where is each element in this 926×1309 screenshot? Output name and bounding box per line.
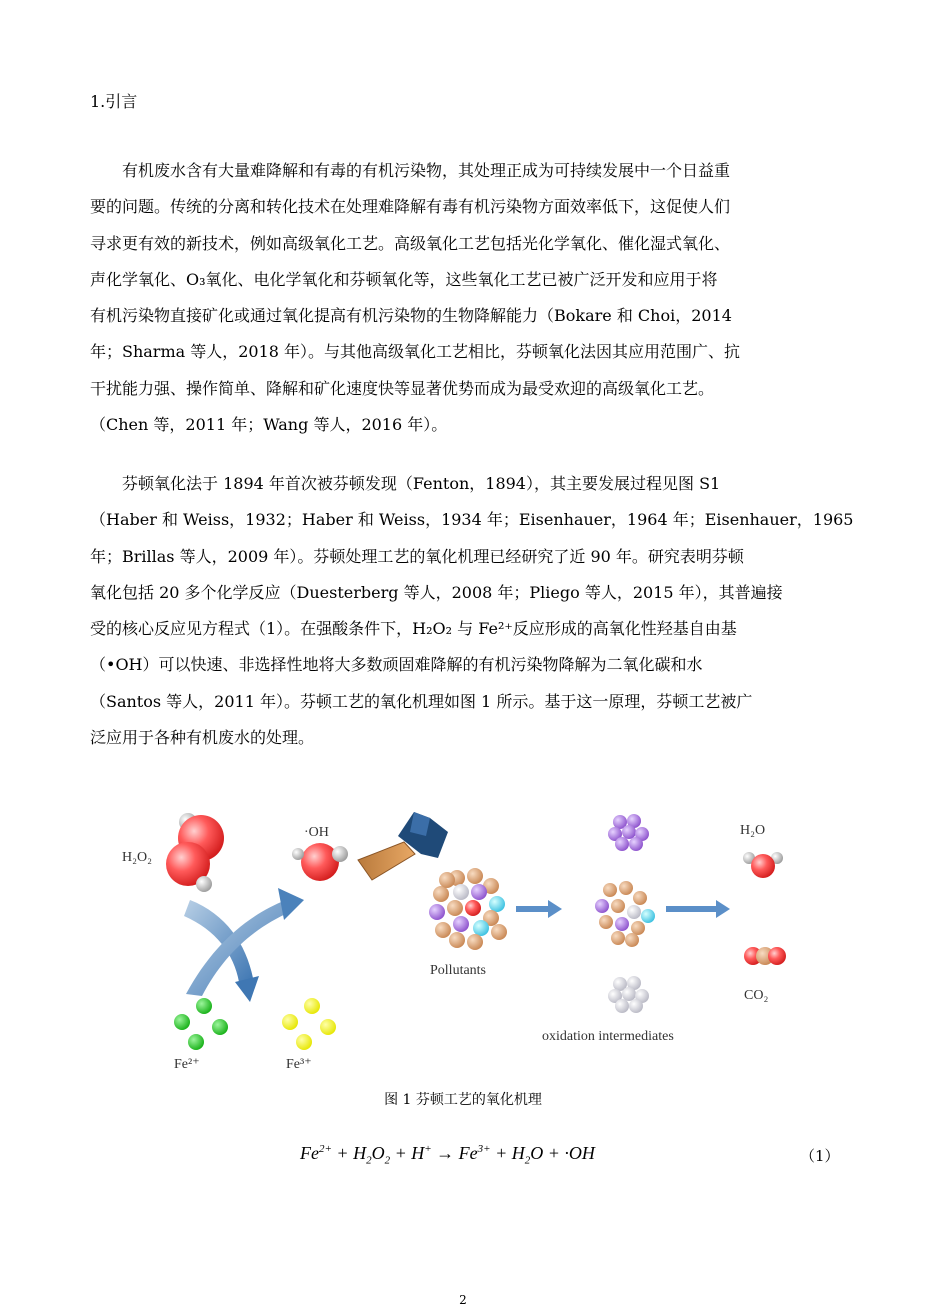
section-heading: 1.引言 — [90, 92, 138, 111]
atom — [471, 884, 487, 900]
text-line: 年；Brillas 等人，2009 年）。芬顿处理工艺的氧化机理已经研究了近 90 年。研究表明芬顿 — [90, 546, 744, 566]
atom — [467, 934, 483, 950]
text-line: （•OH）可以快速、非选择性地将大多数顽固难降解的有机污染物降解为二氧化碳和水 — [90, 655, 703, 675]
atom — [615, 999, 629, 1013]
atom — [611, 931, 625, 945]
h2o2-label: H₂O₂ — [122, 850, 152, 865]
atom — [633, 891, 647, 905]
atom — [467, 868, 483, 884]
paragraph-intro — [90, 153, 842, 443]
atom — [629, 837, 643, 851]
figure-caption: 图 1 芬顿工艺的氧化机理 — [384, 1092, 542, 1108]
atom — [453, 884, 469, 900]
process-arrow-icon — [666, 900, 730, 918]
process-arrow-icon — [516, 900, 562, 918]
equation-number: （1） — [800, 1147, 840, 1165]
atom — [435, 922, 451, 938]
atom — [641, 909, 655, 923]
atom — [429, 904, 445, 920]
water-molecule — [743, 852, 783, 878]
text-line: 寻求更有效的新技术，例如高级氧化工艺。高级氧化工艺包括光化学氧化、催化湿式氧化、 — [90, 233, 731, 253]
atom — [433, 886, 449, 902]
atom — [615, 917, 629, 931]
atom — [622, 825, 636, 839]
hydroxyl-label: ·OH — [304, 825, 329, 840]
carbon-dioxide-molecule — [744, 947, 786, 965]
text-line: （Santos 等人，2011 年）。芬顿工艺的氧化机理如图 1 所示。基于这一原理，芬顿工艺被广 — [90, 691, 753, 711]
atom — [489, 896, 505, 912]
atom — [629, 999, 643, 1013]
fe3-label: Fe³⁺ — [286, 1057, 312, 1072]
hammer-icon — [358, 812, 448, 880]
paragraph-fenton-history — [90, 466, 854, 756]
text-line: 芬顿氧化法于 1894 年首次被芬顿发现（Fenton，1894），其主要发展过程见图 S1 — [122, 474, 721, 493]
text-line: 年；Sharma 等人，2018 年）。与其他高级氧化工艺相比，芬顿氧化法因其应用范围广、抗 — [90, 342, 741, 362]
atom — [622, 987, 636, 1001]
atom — [465, 900, 481, 916]
pollutant-cluster — [429, 868, 507, 950]
atom — [627, 905, 641, 919]
hydroxyl-radical-molecule — [292, 843, 348, 881]
grey-fragment-cluster — [608, 976, 649, 1013]
text-line: （Chen 等，2011 年；Wang 等人，2016 年）。 — [90, 415, 448, 435]
fe3-ions — [282, 998, 336, 1050]
atom — [447, 900, 463, 916]
atom — [625, 933, 639, 947]
purple-fragment-cluster — [608, 814, 649, 851]
text-line: 有机废水含有大量难降解和有毒的有机污染物，其处理正成为可持续发展中一个日益重 — [122, 161, 731, 180]
text-line: 受的核心反应见方程式（1）。在强酸条件下，H₂O₂ 与 Fe²⁺反应形成的高氧化性羟基自由基 — [90, 619, 737, 639]
atom — [595, 899, 609, 913]
intermediates-label: oxidation intermediates — [542, 1029, 674, 1044]
text-line: 声化学氧化、O₃氧化、电化学氧化和芬顿氧化等，这些氧化工艺已被广泛开发和应用于将 — [90, 269, 718, 289]
page-number: 2 — [459, 1293, 467, 1307]
text-line: 泛应用于各种有机废水的处理。 — [90, 728, 315, 748]
atom — [449, 932, 465, 948]
atom — [453, 916, 469, 932]
h2o2-molecule — [166, 813, 224, 892]
atom — [631, 921, 645, 935]
fenton-equation: $Fe^{2+} + H_2O_2 + H^+ \to Fe^{3+} + H_2O + \cdot OH$ — [300, 1143, 595, 1167]
text-line: 氧化包括 20 多个化学反应（Duesterberg 等人，2008 年；Pliego 等人，2015 年），其普遍接 — [90, 582, 783, 602]
water-label: H₂O — [740, 823, 766, 838]
carbon-dioxide-label: CO₂ — [744, 988, 769, 1003]
fe2-ions — [174, 998, 228, 1050]
pollutants-label: Pollutants — [430, 963, 487, 978]
exchange-arrows-icon — [184, 888, 304, 1002]
atom — [473, 920, 489, 936]
text-line: 有机污染物直接矿化或通过氧化提高有机污染物的生物降解能力（Bokare 和 Choi，2014 — [90, 306, 732, 326]
atom — [603, 883, 617, 897]
atom — [439, 872, 455, 888]
fe2-label: Fe²⁺ — [174, 1057, 200, 1072]
fenton-mechanism-figure — [108, 796, 828, 1081]
partially-degraded-cluster — [595, 881, 655, 947]
text-line: 干扰能力强、操作简单、降解和矿化速度快等显著优势而成为最受欢迎的高级氧化工艺。 — [90, 378, 715, 398]
atom — [611, 899, 625, 913]
text-line: （Haber 和 Weiss，1932；Haber 和 Weiss，1934 年；Eisenhauer，1964 年；Eisenhauer，1965 — [90, 510, 854, 530]
atom — [619, 881, 633, 895]
text-line: 要的问题。传统的分离和转化技术在处理难降解有毒有机污染物方面效率低下，这促使人们 — [90, 197, 731, 217]
atom — [599, 915, 613, 929]
atom — [491, 924, 507, 940]
atom — [615, 837, 629, 851]
